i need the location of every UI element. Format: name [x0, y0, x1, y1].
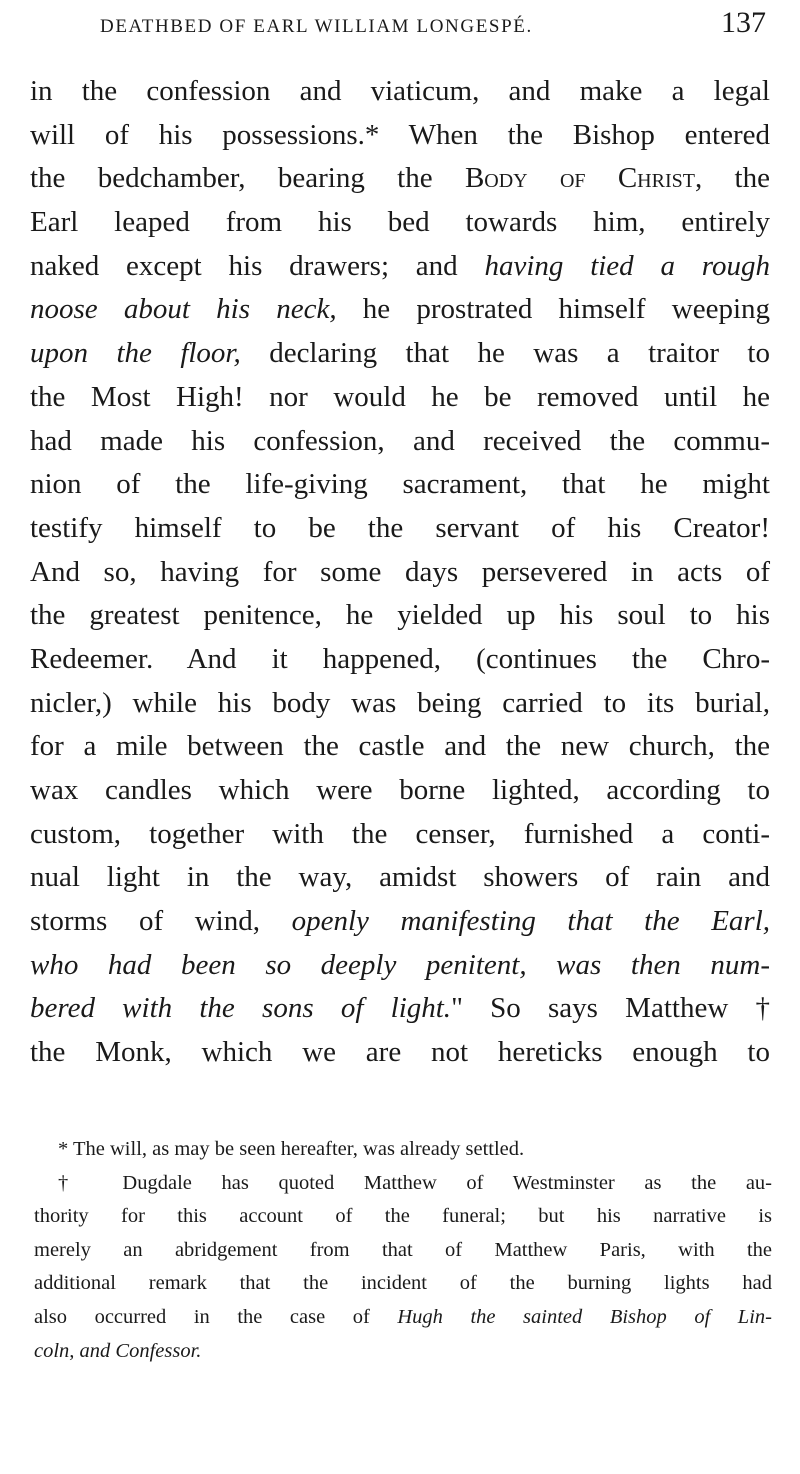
italic-phrase: having tied a rough — [484, 249, 770, 282]
footnote-2-line: also occurred in the case of Hugh the sainted Bishop of Lin- — [34, 1305, 772, 1328]
body-line: And so, having for some days persevered in acts of — [30, 555, 770, 588]
page-number: 137 — [721, 6, 766, 39]
body-line: in the confession and viaticum, and make a legal — [30, 75, 770, 107]
footnote-2-line: thority for this account of the funeral; but his narrative is — [34, 1205, 772, 1228]
body-line: nion of the life-giving sacrament, that he might — [30, 468, 770, 501]
body-line: will of his possessions.* When the Bishop entered — [30, 118, 770, 151]
body-line — [30, 944, 770, 988]
body-line: nual light in the way, amidst showers of rain and — [30, 861, 770, 894]
body-line: testify himself to be the servant of his Creator! — [30, 511, 770, 544]
body-line: Redeemer. And it happened, (continues the Chro- — [30, 642, 770, 675]
body-line: naked except his drawers; and having tied a rough — [30, 249, 770, 282]
body-line: wax candles which were borne lighted, according to — [30, 774, 770, 806]
footnote-2-line: additional remark that the incident of the burning lights had — [34, 1272, 772, 1295]
italic-phrase: upon the floor, — [30, 337, 241, 370]
body-line: the bedchamber, bearing the Body of Christ, the — [30, 162, 770, 195]
footnote-2-line — [34, 1335, 772, 1369]
footnote-2-line: merely an abridgement from that of Matthew Paris, with the — [34, 1238, 772, 1261]
body-line: custom, together with the censer, furnished a conti- — [30, 817, 770, 850]
footnote-1: * The will, as may be seen hereafter, was already settled. — [58, 1138, 525, 1160]
running-head — [100, 6, 766, 46]
body-line: Earl leaped from his bed towards him, entirely — [30, 206, 770, 239]
body-line: for a mile between the castle and the new church, the — [30, 730, 770, 763]
body-line: had made his confession, and received the commu- — [30, 424, 770, 457]
body-line: upon the floor, declaring that he was a traitor to — [30, 337, 770, 370]
body-line: the Most High! nor would he be removed until he — [30, 380, 770, 413]
italic-phrase: openly manifesting that the Earl, — [291, 905, 770, 938]
body-line: storms of wind, openly manifesting that the Earl, — [30, 905, 770, 938]
body-line: noose about his neck, he prostrated himself weeping — [30, 293, 771, 326]
footnote-2-line: † Dugdale has quoted Matthew of Westminster as the au- — [58, 1171, 772, 1194]
body-line: bered with the sons of light." So says Matthew † — [30, 992, 770, 1025]
italic-phrase: who had been so deeply penitent, was then num- — [30, 948, 770, 981]
small-caps-phrase: Body of Christ — [464, 162, 695, 195]
italic-phrase: Hugh the sainted Bishop of Lin- — [397, 1305, 772, 1328]
italic-phrase: noose about his neck, — [30, 293, 337, 326]
body-line: the greatest penitence, he yielded up his soul to his — [30, 599, 770, 632]
body-text — [30, 70, 770, 1075]
body-line: nicler,) while his body was being carried to its burial, — [30, 686, 770, 719]
body-line: the Monk, which we are not hereticks enough to — [30, 1036, 770, 1069]
footnotes — [34, 1133, 772, 1368]
italic-phrase: coln, and Confessor. — [34, 1339, 202, 1362]
running-title: DEATHBED OF EARL WILLIAM LONGESPÉ. — [100, 16, 533, 37]
italic-phrase: bered with the sons of light. — [30, 992, 452, 1025]
